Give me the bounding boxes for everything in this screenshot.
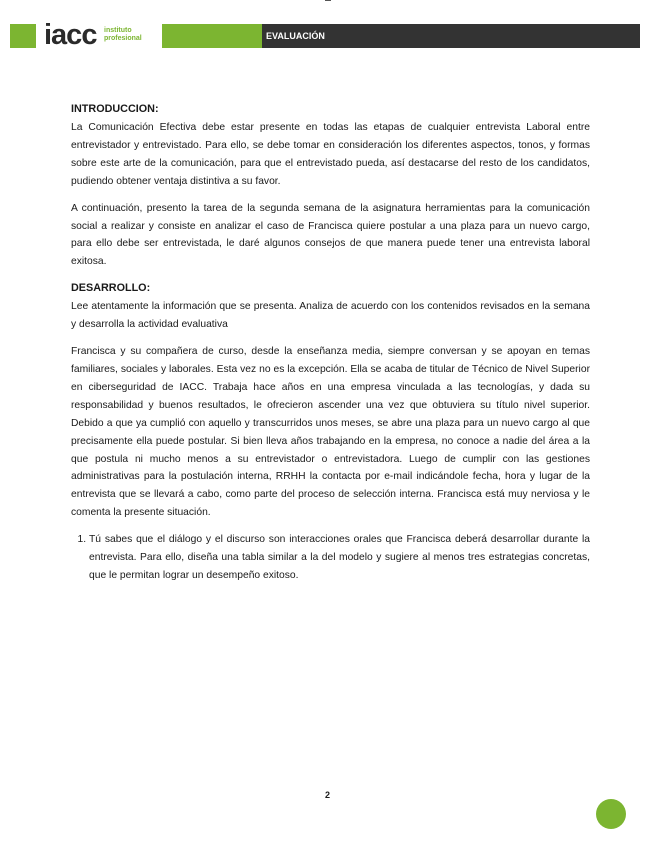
document-body (71, 95, 590, 585)
intro-paragraph-1: La Comunicación Efectiva debe estar presente en todas las etapas de cualquier entrevista Laboral entre entrevistador y entrevistado. Para ello, se debe tomar en consideración los diferentes aspectos, tonos, y formas sobre este arte de la comunicación, para que el entrevistado pueda, así destacarse del resto de los candidatos, pudiendo obtener ventaja distintiva a su favor. (71, 122, 590, 187)
logo-square (10, 24, 36, 48)
development-heading: DESARROLLO: (71, 282, 151, 295)
intro-heading: INTRODUCCION: (71, 103, 159, 115)
task-list-item-1: 1. Tú sabes que el diálogo y el discurso son interacciones orales que Francisca deberá desarrollar durante la entrevista. Para ello, diseña una tabla similar a la del modelo y sugiere al menos tres estrategias concretas, que le permitan lograr un desempeño exitoso. (89, 531, 590, 585)
header-title: EVALUACIÓN (266, 31, 325, 41)
logo-brand: iacc (44, 19, 97, 51)
logo-sub-line2: profesional (104, 35, 142, 42)
development-paragraph-1: Lee atentamente la información que se presenta. Analiza de acuerdo con los contenidos revisados en la semana y desarrolla la actividad evaluativa (71, 301, 590, 331)
intro-paragraph-2: A continuación, presento la tarea de la segunda semana de la asignatura herramientas para la comunicación social a realizar y consiste en analizar el caso de Francisca quiere postular a una plaza para un nuevo cargo, para ello debe ser entrevistada, le daré algunos consejos de que manera puede tener una entrevista laboral exitosa. (71, 202, 590, 268)
header-accent-bar (162, 24, 262, 48)
development-paragraph-2: Francisca y su compañera de curso, desde la enseñanza media, siempre conversan y se apoyan en temas familiares, sociales y laborales. Esta vez no es la excepción. Ella se acaba de titular de Técnico de Nivel Superior en ciberseguridad de IACC. Trabaja hace años en una empresa vinculada a las tecnologías, y dada su responsabilidad y buenos resultados, le ofrecieron ascender una vez que obtuviera su título nivel superior. Debido a que ya cumplió con aquello y transcurridos unos meses, se abre una plaza para un nuevo cargo al que precisamente ella puede postular. Si bien lleva años trabajando en la empresa, no conoce a nadie del área a la que postula ni mucho menos a su entrevistador o entrevistadora. Luego de cumplir con las gestiones administrativas para la postulación interna, RRHH la contacta por e-mail indicándole fecha, hora y lugar de la entrevista que se llevará a cabo, como parte del proceso de selección interna. Francisca está muy nerviosa y le comenta la presente situación. (71, 346, 590, 519)
top-mark (325, 0, 331, 1)
task-list (71, 531, 590, 585)
green-circle-badge (596, 799, 626, 829)
logo-subtitle (104, 27, 142, 43)
page-number: 2 (324, 790, 330, 800)
logo-sub-line1: instituto (104, 27, 132, 34)
